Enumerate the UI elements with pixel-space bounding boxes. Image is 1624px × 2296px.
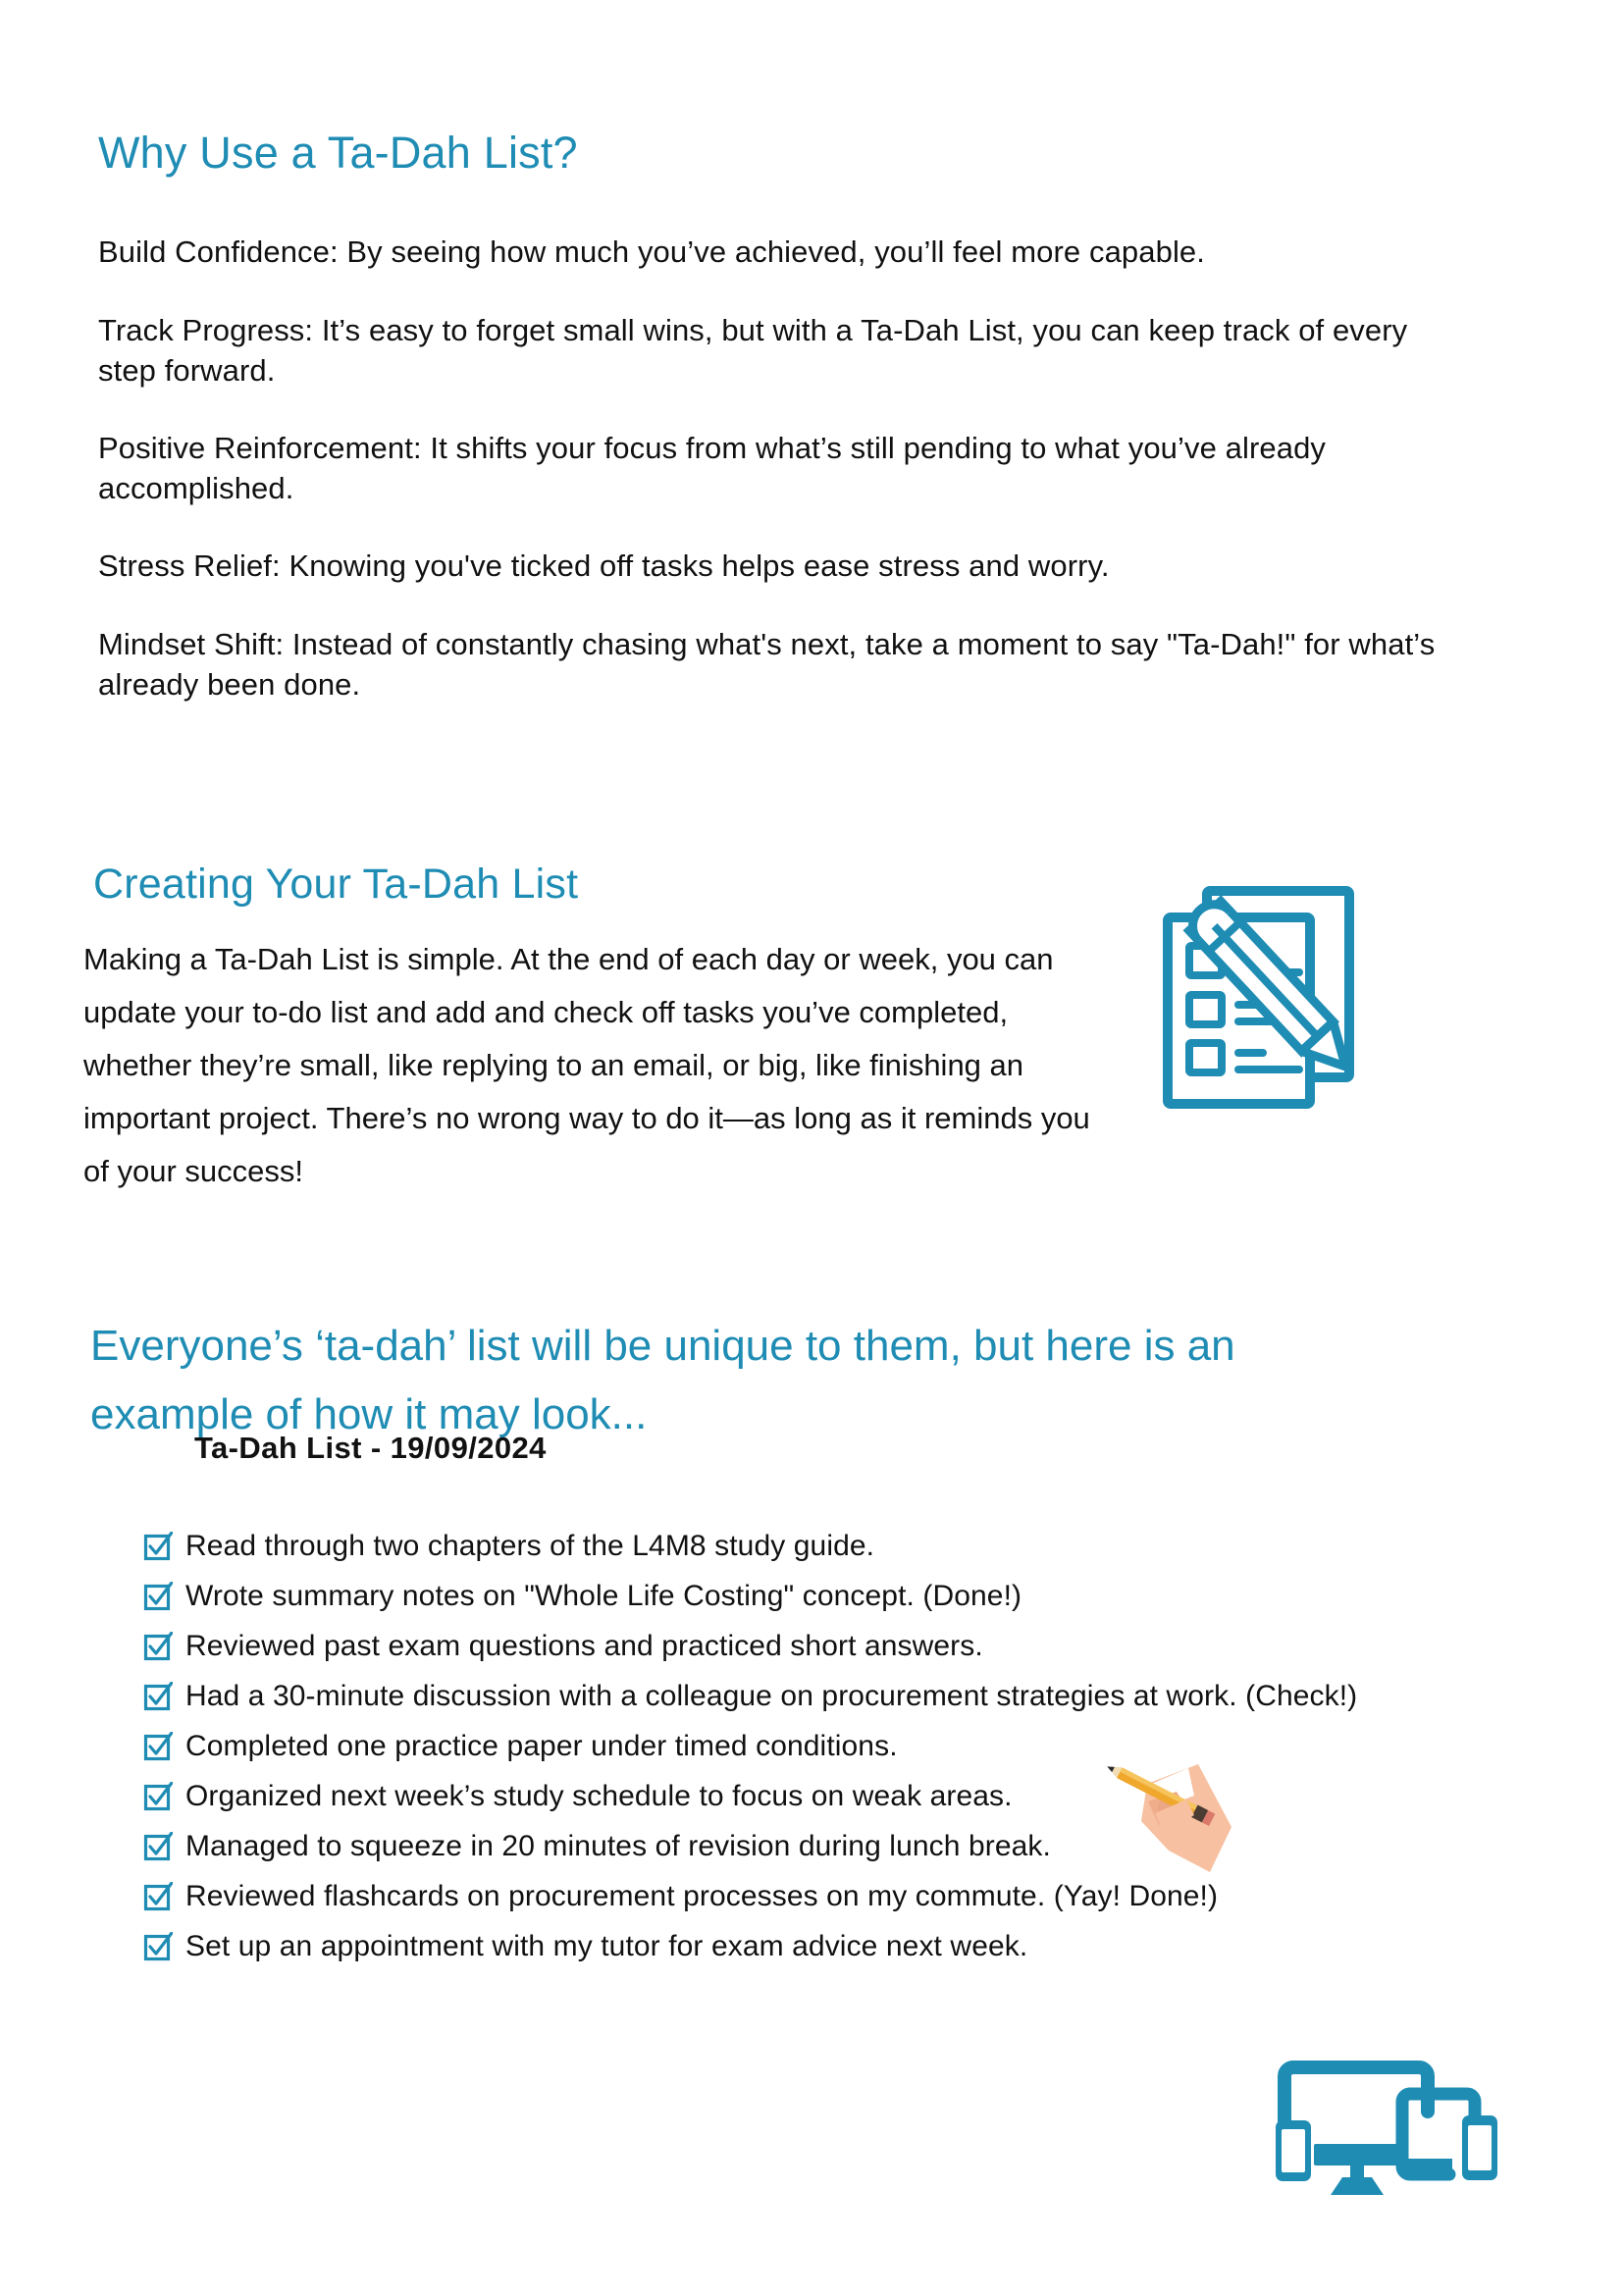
- list-item-label: Reviewed past exam questions and practiced short answers.: [185, 1630, 983, 1662]
- checkbox-checked-icon[interactable]: [143, 1832, 173, 1861]
- list-item[interactable]: [143, 1577, 1497, 1627]
- list-item[interactable]: [143, 1527, 1497, 1577]
- checkbox-checked-icon[interactable]: [143, 1782, 173, 1811]
- list-item[interactable]: [143, 1827, 1497, 1877]
- list-item-label: Organized next week’s study schedule to focus on weak areas.: [185, 1780, 1013, 1812]
- list-item-label: Reviewed flashcards on procurement processes on my commute. (Yay! Done!): [185, 1880, 1219, 1912]
- list-item-label: Managed to squeeze in 20 minutes of revision during lunch break.: [185, 1830, 1051, 1862]
- checkbox-checked-icon[interactable]: [143, 1632, 173, 1661]
- list-item[interactable]: [143, 1627, 1497, 1677]
- list-item-label: Had a 30-minute discussion with a colleague on procurement strategies at work. (Check!): [185, 1680, 1358, 1712]
- list-item-label: Set up an appointment with my tutor for exam advice next week.: [185, 1930, 1028, 1962]
- page-title-why-use: Why Use a Ta-Dah List?: [98, 128, 578, 179]
- list-item[interactable]: [143, 1777, 1497, 1827]
- paragraph-track-progress: Track Progress: It’s easy to forget small wins, but with a Ta-Dah List, you can keep track of every step forward.: [98, 313, 1408, 388]
- paragraph-mindset-shift: Mindset Shift: Instead of constantly chasing what's next, take a moment to say "Ta-Dah!" for what’s already been done.: [98, 627, 1436, 702]
- ta-dah-list-title: Ta-Dah List - 19/09/2024: [194, 1431, 547, 1465]
- paragraph-positive-reinforcement: Positive Reinforcement: It shifts your focus from what’s still pending to what you’ve already accomplished.: [98, 431, 1327, 505]
- checkbox-checked-icon[interactable]: [143, 1582, 173, 1611]
- hand-holding-pencil-icon: [1104, 1756, 1251, 1879]
- paragraph-build-confidence: Build Confidence: By seeing how much you’ve achieved, you’ll feel more capable.: [98, 235, 1205, 269]
- responsive-devices-icon: [1258, 2043, 1545, 2215]
- section-heading-creating-list: Creating Your Ta-Dah List: [93, 860, 579, 908]
- checkbox-checked-icon[interactable]: [143, 1882, 173, 1911]
- checkbox-checked-icon[interactable]: [143, 1932, 173, 1961]
- list-item[interactable]: [143, 1877, 1497, 1927]
- list-item-label: Completed one practice paper under timed conditions.: [185, 1730, 898, 1762]
- checklist-document-pencil-icon: [1156, 863, 1401, 1128]
- checkbox-checked-icon[interactable]: [143, 1532, 173, 1561]
- ta-dah-checklist: [143, 1527, 1497, 1977]
- section-heading-example-intro: Everyone’s ‘ta-dah’ list will be unique to them, but here is an example of how it may look...: [90, 1321, 1235, 1438]
- list-item[interactable]: [143, 1927, 1497, 1977]
- paragraph-stress-relief: Stress Relief: Knowing you've ticked off tasks helps ease stress and worry.: [98, 548, 1110, 583]
- checkbox-checked-icon[interactable]: [143, 1682, 173, 1711]
- list-item-label: Wrote summary notes on "Whole Life Costing" concept. (Done!): [185, 1580, 1022, 1612]
- list-item-label: Read through two chapters of the L4M8 study guide.: [185, 1530, 875, 1562]
- list-item[interactable]: [143, 1677, 1497, 1727]
- checkbox-checked-icon[interactable]: [143, 1732, 173, 1761]
- paragraph-creating-list-body: Making a Ta-Dah List is simple. At the end of each day or week, you can update your to-do list and add and check off tasks you’ve completed, whether they’re small, like replying to an email, or big, like finishing an important project. There’s no wrong way to do it—as long as it reminds you of your success!: [83, 942, 1090, 1188]
- list-item[interactable]: [143, 1727, 1497, 1777]
